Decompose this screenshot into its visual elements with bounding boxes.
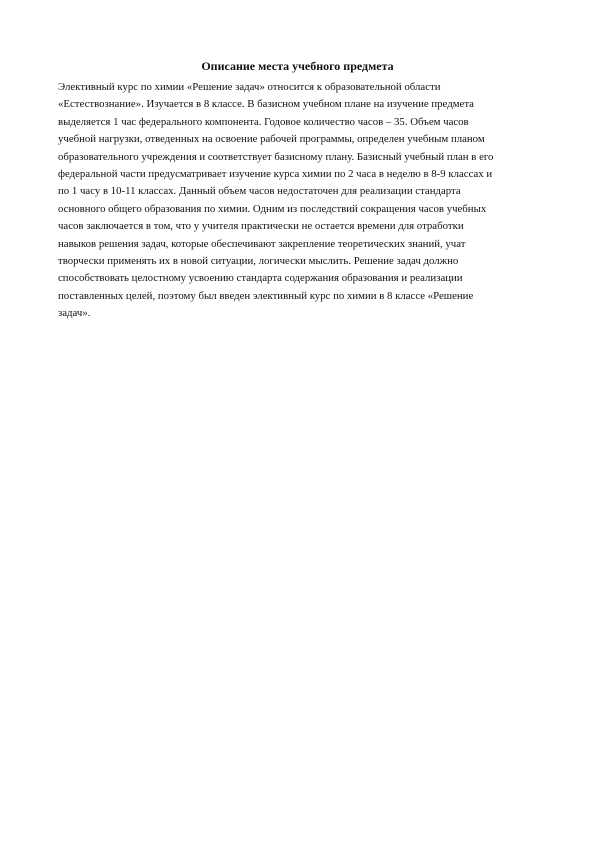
paragraph-line: «Естествознание». Изучается в 8 классе. В базисном учебном плане на изучение предмета (58, 98, 474, 111)
page-title: Описание места учебного предмета (201, 59, 394, 73)
paragraph-line: навыков решения задач, которые обеспечивают закрепление теоретических знаний, учат (58, 237, 466, 250)
paragraph-line: поставленных целей, поэтому был введен элективный курс по химии в 8 классе «Решение (58, 289, 474, 302)
paragraph-line: учебной нагрузки, отведенных на освоение рабочей программы, определен учебным планом (58, 133, 485, 146)
paragraph-line: по 1 часу в 10-11 классах. Данный объем часов недостаточен для реализации стандарта (58, 185, 461, 198)
body-paragraph (58, 79, 523, 323)
paragraph-line: выделяется 1 час федерального компонента. Годовое количество часов – 35. Объем часов (58, 115, 469, 128)
paragraph-line: часов заключается в том, что у учителя практически не остается времени для отработки (58, 220, 464, 233)
paragraph-line: способствовать целостному усвоению стандарта содержания образования и реализации (58, 272, 463, 285)
paragraph-line: творчески применять их в новой ситуации, логически мыслить. Решение задач должно (58, 255, 459, 268)
paragraph-line: образовательного учреждения и соответствует базисному плану. Базисный учебный план в его (58, 150, 494, 163)
paragraph-line: задач». (58, 307, 91, 320)
paragraph-line: Элективный курс по химии «Решение задач» относится к образовательной области (58, 81, 441, 93)
paragraph-line: федеральной части предусматривает изучение курса химии по 2 часа в неделю в 8-9 классах и (58, 168, 493, 181)
paragraph-line: основного общего образования по химии. Одним из последствий сокращения часов учебных (58, 202, 487, 215)
